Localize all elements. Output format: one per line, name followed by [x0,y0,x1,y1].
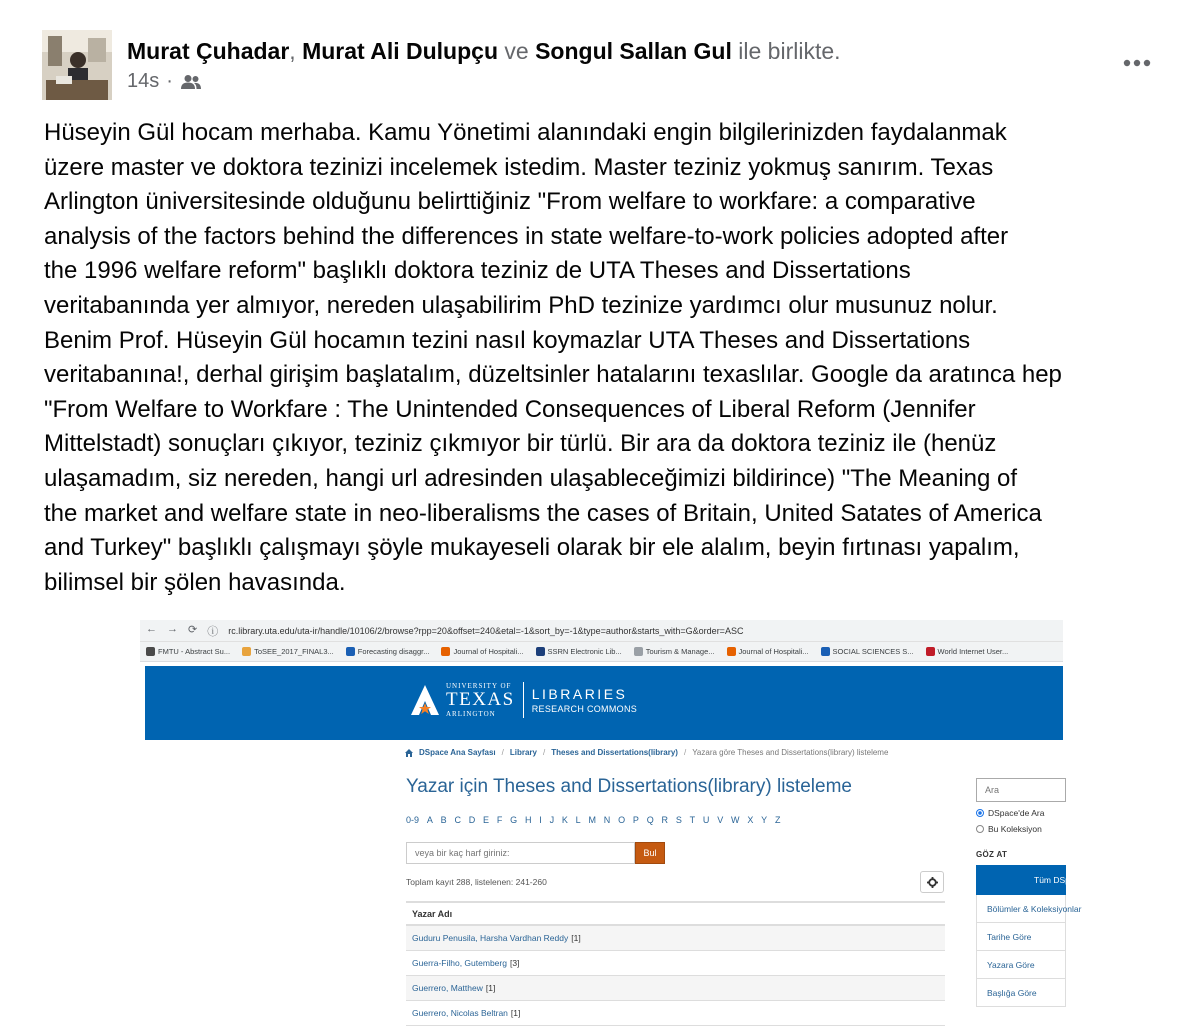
find-button[interactable]: Bul [635,842,665,864]
bookmark-favicon-icon [346,647,355,656]
post-author-line [127,36,841,66]
author-table [406,901,945,1026]
alphabet-link[interactable]: K [561,815,568,825]
alphabet-link[interactable]: F [496,815,503,825]
breadcrumb-separator: / [501,748,504,757]
alphabet-link[interactable]: Z [774,815,781,825]
bookmark-label: SSRN Electronic Lib... [547,647,622,656]
reload-icon[interactable]: ⟳ [188,623,198,636]
uta-libraries-banner [145,666,1063,740]
alphabet-link[interactable]: U [702,815,710,825]
sidebar-browse-link[interactable]: Bölümler & Koleksiyonlar [976,895,1066,923]
bookmark-label: FMTU - Abstract Su... [158,647,231,656]
post-text: Hüseyin Gül hocam merhaba. Kamu Yönetimi alanındaki engin bilgilerinizden faydalanmak üzere master ve doktora tezinizi incelemek istedim. Master teziniz yokmuş sanırım. Texas Arlington üniversitesinde olduğunu belirttiğiniz "From welfare to workfare: a comparative analysis of the factors behind the differences in state welfare-to-work policies adopted after the 1996 welfare reform" başlıklı doktora teziniz de UTA Theses and Dissertations veritabanında yer almıyor, nereden ulaşabilirim PhD tezinize yardımcı olur musunuz nolur. Benim Prof. Hüseyin Gül hocamın tezini nasıl koymazlar UTA Theses and Dissertations veritabanına!, derhal girişim başlatalım, düzeltsinler hatalarını texaslılar. Google da aratınca hep "From Welfare to Workfare : The Unintended Consequences of Liberal Reform (Jennifer Mittelstadt) sonuçları çıkıyor, teziniz çıkmıyor bir türlü. Bir ara da doktora teziniz ile (henüz ulaşamadım, siz nereden, hangi url adresinden ulaşableceğimizi bildirince) "The Meaning of the market and welfare state in neo-liberalisms the cases of Britain, United Satates of America and Turkey" başlıklı çalışmayı şöyle mukayeseli olarak bir ele alalım, beyin fırtınası yapalım, bilimsel bir şölen havasında. [44,119,1062,596]
breadcrumb-library[interactable]: Library [509,748,537,757]
bookmark-label: Tourism & Manage... [645,647,715,656]
author-link[interactable]: Guerra-Filho, Gutemberg [412,958,507,968]
item-count: [1] [485,983,496,993]
bookmark-label: Journal of Hospitali... [453,647,524,656]
bookmark-item[interactable] [926,647,1009,656]
alphabet-link[interactable]: I [539,815,542,825]
tagged-person-1[interactable]: Murat Ali Dulupçu [302,38,498,64]
alphabet-link[interactable]: M [588,815,596,825]
alphabet-link[interactable]: S [675,815,682,825]
uta-logo[interactable] [410,682,637,718]
item-count: [1] [510,1008,521,1018]
libraries-label: LIBRARIES [531,686,628,702]
bookmark-label: SOCIAL SCIENCES S... [832,647,914,656]
info-icon[interactable]: ⓘ [207,625,219,638]
author-link[interactable]: Guerrero, Nicolas Beltran [412,1008,508,1018]
bookmark-item[interactable] [242,647,334,656]
sidebar [976,778,1084,1007]
radio-search-dspace[interactable]: DSpace'de Ara [976,808,1066,818]
name-separator: , [289,38,296,64]
breadcrumb-separator: / [543,748,546,757]
result-count: Toplam kayıt 288, listelenen: 241-260 [406,877,547,887]
alphabet-link[interactable]: N [603,815,611,825]
radio-this-collection[interactable]: Bu Koleksiyon [976,824,1066,834]
bookmark-item[interactable] [441,647,523,656]
browser-address-bar [140,620,1063,642]
alphabet-filter [406,815,780,825]
item-count: [3] [509,958,520,968]
table-row[interactable] [406,926,945,951]
table-header: Yazar Adı [406,901,945,926]
alphabet-link[interactable]: C [454,815,461,825]
more-options-icon[interactable] [1120,52,1154,74]
alphabet-link[interactable]: J [549,815,555,825]
uta-small-bottom: ARLINGTON [446,710,496,718]
table-row[interactable] [406,976,945,1001]
tagged-person-2[interactable]: Songul Sallan Gul [535,38,732,64]
starts-with-search [406,842,665,864]
alphabet-link[interactable]: V [717,815,724,825]
post-time[interactable]: 14s [127,70,160,92]
table-row[interactable] [406,1001,945,1026]
sidebar-browse-link[interactable]: Yazara Göre [976,951,1066,979]
logo-divider [523,682,524,718]
alphabet-link[interactable]: E [483,815,490,825]
alphabet-link[interactable]: O [618,815,626,825]
post-meta [127,70,202,93]
bookmark-favicon-icon [634,647,643,656]
sidebar-browse-link[interactable]: Başlığa Göre [976,979,1066,1007]
sidebar-search-input[interactable] [976,778,1066,802]
breadcrumb-current: Yazara göre Theses and Dissertations(library) listeleme [692,748,889,757]
with-suffix: ile birlikte. [738,38,841,64]
alphabet-link[interactable]: Y [761,815,768,825]
bookmark-item[interactable] [821,647,914,656]
browse-heading: GÖZ AT [976,850,1008,859]
bookmark-item[interactable] [536,647,622,656]
bookmark-favicon-icon [821,647,830,656]
bookmarks-bar [140,642,1063,662]
bookmark-label: Forecasting disaggr... [357,647,430,656]
bookmark-favicon-icon [242,647,251,656]
alphabet-link[interactable]: L [575,815,581,825]
attached-screenshot[interactable] [140,620,1084,1018]
post-header [42,30,1162,102]
gear-icon[interactable] [920,871,944,893]
bookmark-item[interactable] [727,647,809,656]
bookmark-item[interactable] [146,647,230,656]
home-icon [405,749,413,757]
bookmark-favicon-icon [146,647,155,656]
forward-icon[interactable]: → [167,622,178,635]
uta-texas: TEXAS [446,689,515,710]
meta-dot: · [166,70,173,92]
bookmark-item[interactable] [346,647,430,656]
alphabet-link[interactable]: R [661,815,669,825]
page-title: Yazar için Theses and Dissertations(library) listeleme [406,776,852,797]
author-link[interactable]: Guerrero, Matthew [412,983,483,993]
url-text[interactable]: rc.library.uta.edu/uta-ir/handle/10106/2/browse?rpp=20&offset=240&etal=-1&sort_by=-1&type=author&starts_with=G&order=ASC [228,625,744,636]
alphabet-link[interactable]: G [510,815,518,825]
alphabet-link[interactable]: Q [646,815,654,825]
uta-a-star-icon [410,684,440,716]
alphabet-link[interactable]: W [731,815,740,825]
bookmark-favicon-icon [926,647,935,656]
alphabet-link[interactable]: H [524,815,532,825]
uta-small-top: UNIVERSITY OF [446,682,512,690]
breadcrumb-home[interactable]: DSpace Ana Sayfası [419,748,496,757]
conjunction: ve [504,38,529,64]
sidebar-browse-link[interactable]: Tarihe Göre [976,923,1066,951]
alphabet-link[interactable]: A [426,815,433,825]
alphabet-link[interactable]: T [689,815,696,825]
bookmark-label: Journal of Hospitali... [738,647,809,656]
bookmark-label: ToSEE_2017_FINAL3... [254,647,334,656]
item-count: [1] [571,933,581,943]
all-dspace-button[interactable]: Tüm DSpace [976,865,1066,895]
table-row[interactable] [406,951,945,976]
bookmark-favicon-icon [536,647,545,656]
avatar[interactable] [42,30,112,100]
bookmark-favicon-icon [727,647,736,656]
bookmark-label: World Internet User... [937,647,1009,656]
starts-with-input[interactable] [406,842,635,864]
friends-icon[interactable] [180,74,202,90]
breadcrumb-separator: / [683,748,687,757]
alphabet-link[interactable]: B [440,815,447,825]
alphabet-link[interactable]: X [747,815,754,825]
back-icon[interactable]: ← [146,622,157,635]
breadcrumb-collection[interactable]: Theses and Dissertations(library) [551,748,678,757]
alphabet-link[interactable]: D [468,815,476,825]
bookmark-item[interactable] [634,647,715,656]
research-commons-label: RESEARCH COMMONS [531,704,638,714]
bookmark-favicon-icon [441,647,450,656]
breadcrumb [405,748,888,757]
alphabet-link[interactable]: P [632,815,639,825]
alphabet-link[interactable]: 0-9 [406,815,420,825]
author-link[interactable]: Guduru Penusila, Harsha Vardhan Reddy [412,933,569,943]
author-name[interactable]: Murat Çuhadar [127,38,290,64]
